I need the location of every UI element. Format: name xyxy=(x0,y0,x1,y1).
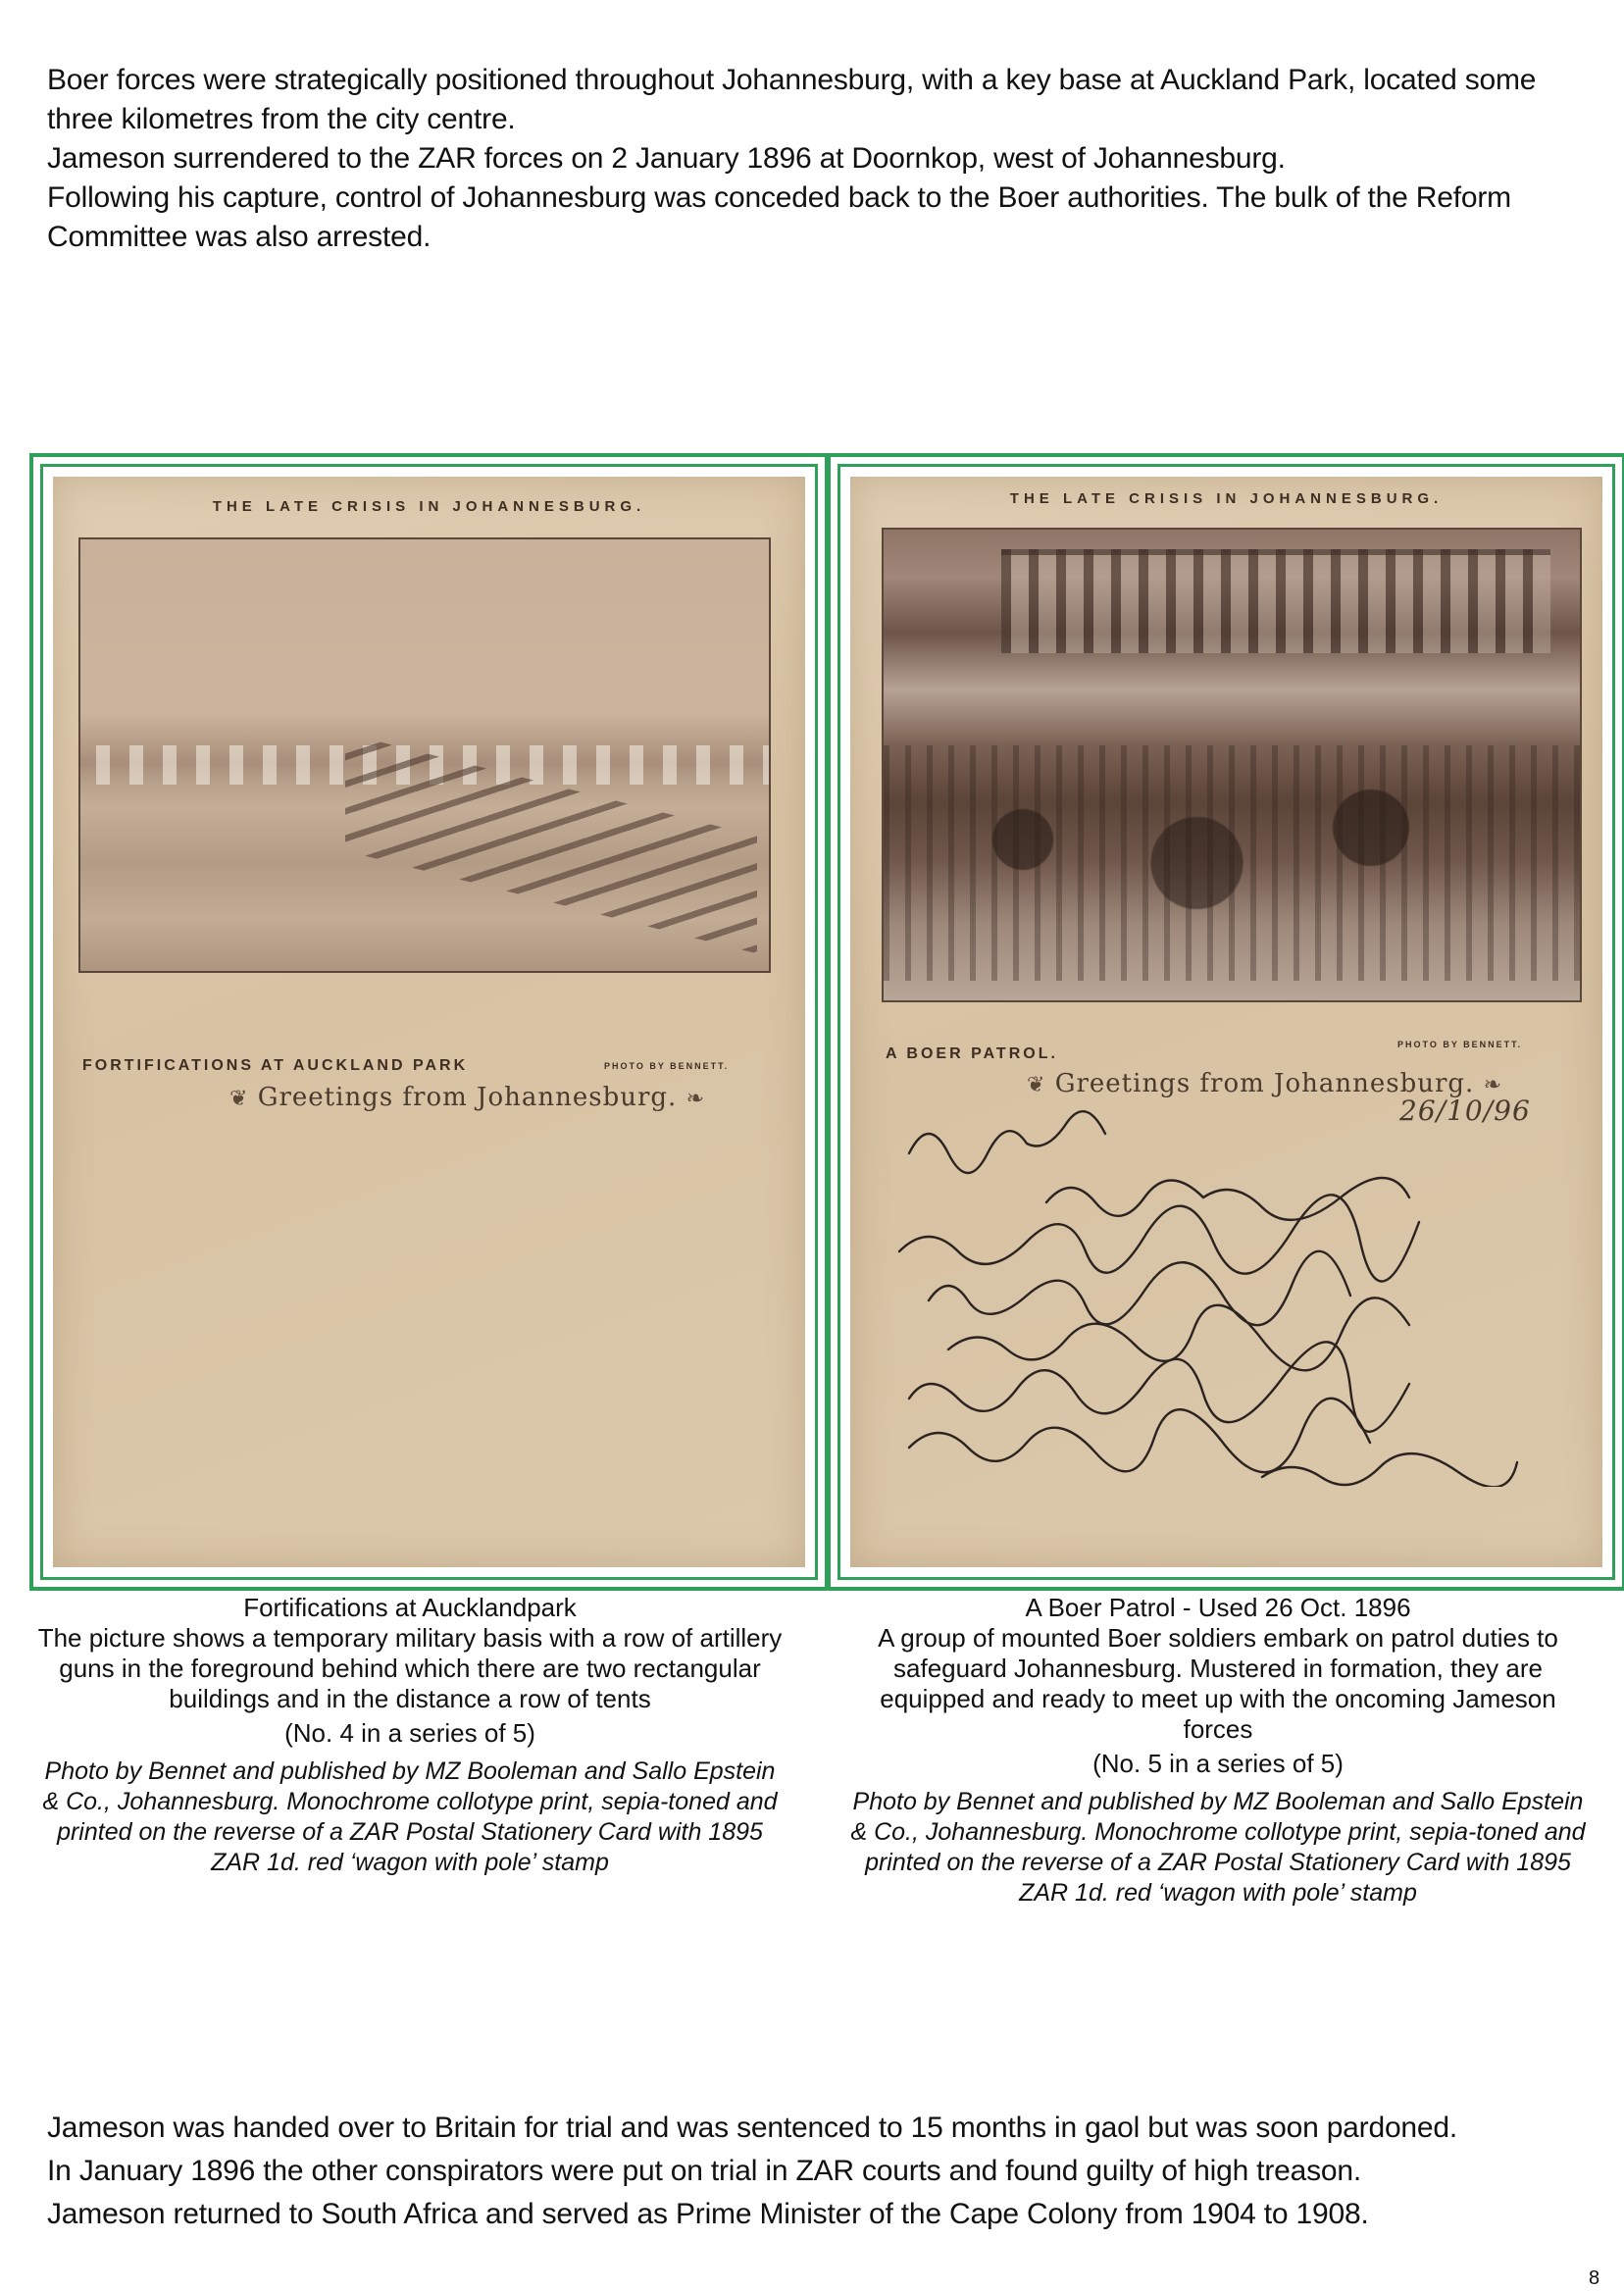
handwritten-message xyxy=(889,1095,1576,1487)
flourish-icon: ❧ xyxy=(685,1087,706,1111)
flourish-icon: ❦ xyxy=(229,1087,249,1111)
mounted-soldiers xyxy=(884,745,1580,981)
photo-credit: PHOTO BY BENNETT. xyxy=(1397,1040,1523,1049)
caption-title: A Boer Patrol - Used 26 Oct. 1896 xyxy=(1025,1593,1411,1622)
building-facade xyxy=(1001,549,1550,653)
intro-text xyxy=(47,61,1577,257)
caption-right xyxy=(845,1593,1591,1909)
handwriting-scribble xyxy=(889,1095,1576,1487)
outro-text xyxy=(47,2107,1577,2236)
postcard-auckland-park xyxy=(53,477,805,1567)
greeting-line xyxy=(229,1083,705,1112)
greeting-text: Greetings from Johannesburg. xyxy=(257,1083,678,1112)
page-number: 8 xyxy=(1589,2267,1600,2289)
caption-description: The picture shows a temporary military basis with a row of artillery guns in the foreground behind which there are two rectangular buildings and in the distance a row of tents xyxy=(37,1623,783,1713)
outro-paragraph: Jameson returned to South Africa and served as Prime Minister of the Cape Colony from 1904 to 1908. xyxy=(47,2198,1369,2230)
caption-description: A group of mounted Boer soldiers embark on patrol duties to safeguard Johannesburg. Mustered in formation, they are equipped and ready to meet up with the oncoming Jameson forces xyxy=(878,1623,1558,1744)
postcard-header: THE LATE CRISIS IN JOHANNESBURG. xyxy=(212,498,646,515)
caption-series: (No. 5 in a series of 5) xyxy=(1092,1749,1344,1778)
intro-paragraph: Following his capture, control of Johannesburg was conceded back to the Boer authorities. The bulk of the Reform Committee was also arrested. xyxy=(47,181,1511,253)
outro-paragraph: Jameson was handed over to Britain for trial and was sentenced to 15 months in gaol but was soon pardoned. xyxy=(47,2112,1458,2144)
photo-credit: PHOTO BY BENNETT. xyxy=(604,1061,730,1071)
postcard-header: THE LATE CRISIS IN JOHANNESBURG. xyxy=(1009,490,1444,507)
greeting-text: Greetings from Johannesburg. xyxy=(1054,1069,1475,1098)
photo-title: A BOER PATROL. xyxy=(886,1045,1058,1062)
caption-series: (No. 4 in a series of 5) xyxy=(284,1718,535,1748)
intro-paragraph: Boer forces were strategically positioned throughout Johannesburg, with a key base at Auckland Park, located some three kilometres from the city centre. xyxy=(47,64,1537,135)
postcard-boer-patrol xyxy=(850,477,1602,1567)
intro-paragraph: Jameson surrendered to the ZAR forces on 2 January 1896 at Doornkop, west of Johannesburg. xyxy=(47,142,1286,175)
postcard-frame-left xyxy=(29,453,829,1591)
flourish-icon: ❦ xyxy=(1027,1073,1046,1097)
postcard-frame-right xyxy=(827,453,1624,1591)
photo-title: FORTIFICATIONS AT AUCKLAND PARK xyxy=(82,1057,469,1074)
flourish-icon: ❧ xyxy=(1483,1073,1503,1097)
handwritten-date: 26/10/96 xyxy=(1399,1095,1531,1127)
caption-credit: Photo by Bennet and published by MZ Booleman and Sallo Epstein & Co., Johannesburg. Monochrome collotype print, sepia-toned and printed on the reverse of a ZAR Postal Stationery Card with 1895 ZAR 1d. red ‘wagon with pole’ stamp xyxy=(850,1788,1586,1907)
photo-fortifications xyxy=(78,537,771,973)
photo-boer-patrol xyxy=(882,528,1582,1002)
caption-title: Fortifications at Aucklandpark xyxy=(243,1593,577,1622)
outro-paragraph: In January 1896 the other conspirators were put on trial in ZAR courts and found guilty of high treason. xyxy=(47,2155,1361,2187)
caption-credit: Photo by Bennet and published by MZ Booleman and Sallo Epstein & Co., Johannesburg. Monochrome collotype print, sepia-toned and printed on the reverse of a ZAR Postal Stationery Card with 1895 ZAR 1d. red ‘wagon with pole’ stamp xyxy=(42,1757,778,1876)
caption-left xyxy=(37,1593,783,1878)
